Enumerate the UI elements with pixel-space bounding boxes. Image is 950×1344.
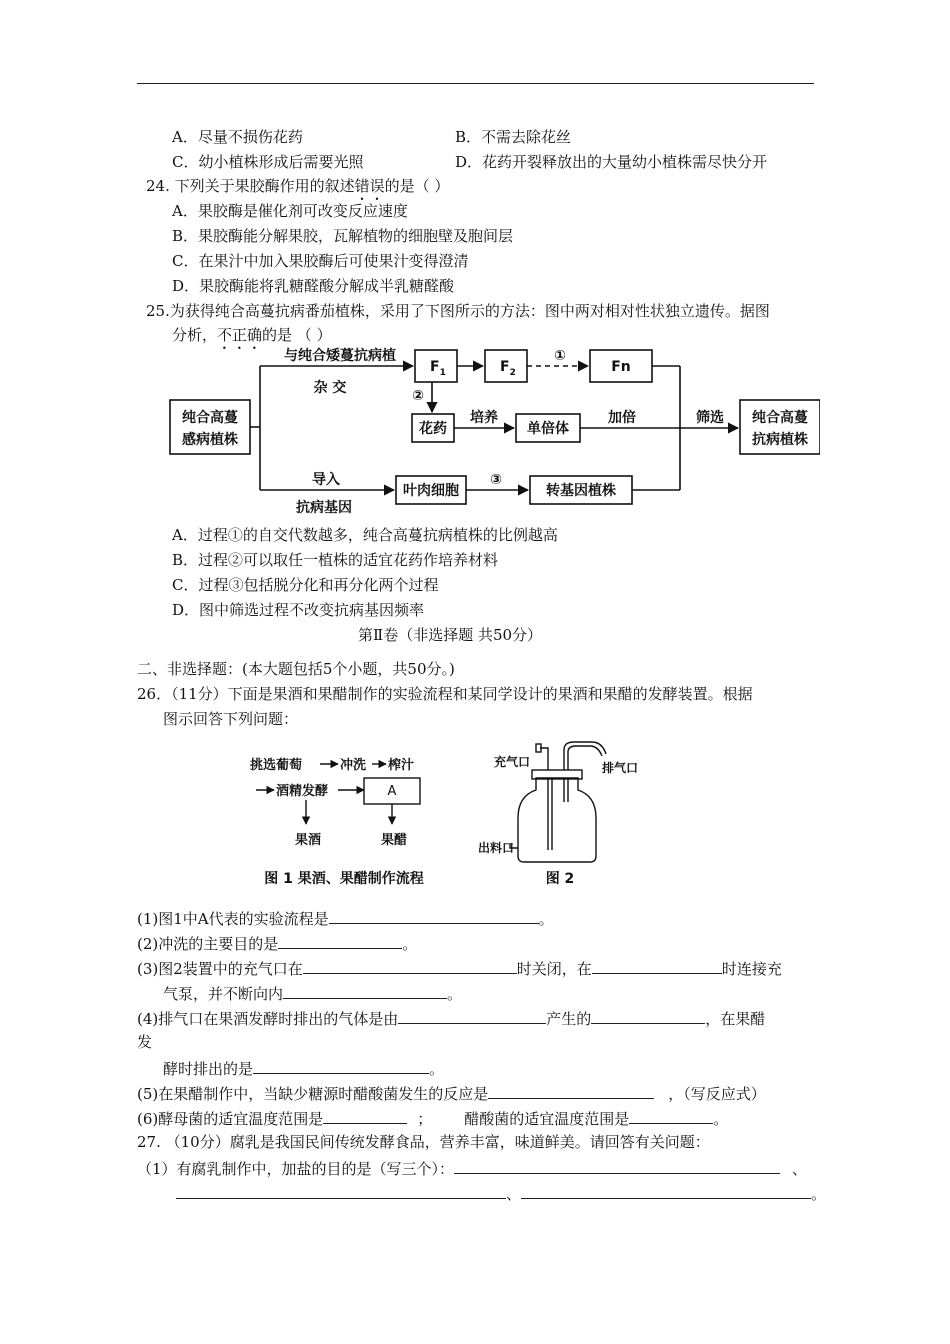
fig1-flowchart [250, 748, 450, 890]
q27-q1-cont: 、 。 [176, 1182, 826, 1204]
q24-stem: 24. 下列关于果胶酶作用的叙述错误的是（ ） [146, 177, 450, 195]
anther-label: 花药 [419, 421, 447, 437]
q27-q1-blank-3[interactable] [521, 1182, 811, 1199]
fig2-fermenter [478, 740, 668, 890]
q24-option-c: C．在果汁中加入果胶酶后可使果汁变得澄清 [172, 252, 469, 270]
q26-q3-cont: 气泵，并不断向内 。 [163, 982, 462, 1004]
fig2-outlet-label: 排气口 [602, 761, 639, 775]
q27-q1: （1）有腐乳制作中，加盐的目的是（写三个）： 、 [137, 1157, 807, 1179]
mesophyll-label: 叶肉细胞 [403, 483, 459, 499]
screen-label: 筛选 [696, 410, 724, 426]
fig2-inlet-label: 充气口 [494, 755, 531, 769]
culture-label: 培养 [470, 410, 498, 426]
cross-label: 与纯合矮蔓抗病植 [284, 348, 396, 364]
fig2-caption: 图 2 [545, 871, 575, 887]
q26-q4-blank-2[interactable] [591, 1007, 705, 1024]
q26-q2-blank[interactable] [278, 932, 402, 949]
import-label: 导入 [312, 472, 340, 488]
haploid-label: 单倍体 [527, 421, 569, 437]
q26-q4-blank-3[interactable] [253, 1057, 429, 1074]
q23-option-b: B．不需去除花丝 [455, 128, 572, 146]
q27-q1-blank-2[interactable] [176, 1182, 506, 1199]
fig2-discharge-label: 出料口 [478, 841, 515, 855]
fn-label: Fn [611, 359, 631, 375]
q23-option-d: D．花药开裂释放出的大量幼小植株需尽快分开 [455, 153, 768, 171]
q24-option-d: D．果胶酶能将乳糖醛酸分解成半乳糖醛酸 [172, 277, 455, 295]
q26-stem-line2: 图示回答下列问题： [163, 710, 299, 728]
q26-q4: (4)排气口在果酒发酵时排出的气体是由 产生的 ，在果醋 [137, 1007, 765, 1029]
fig1-box-a-label: A [387, 784, 397, 799]
fig1-alcohol-ferment: 酒精发酵 [276, 784, 329, 799]
q26-q3-blank-1[interactable] [303, 957, 517, 974]
q26-q1: (1)图1中A代表的实验流程是 。 [137, 907, 554, 929]
import-sub-label: 抗病基因 [296, 500, 352, 516]
transgenic-label: 转基因植株 [546, 483, 616, 499]
f1-label: $F_1$ [430, 359, 446, 378]
fig1-juice: 榨汁 [388, 758, 415, 773]
q25-stem-line1: 25.为获得纯合高蔓抗病番茄植株，采用了下图所示的方法：图中两对相对性状独立遗传。据图 [146, 302, 770, 320]
q26-q4-cont: 酵时排出的是 。 [163, 1057, 444, 1079]
start-label-2: 感病植株 [182, 432, 238, 448]
double-label: 加倍 [608, 410, 636, 426]
q26-q6-blank-1[interactable] [323, 1107, 407, 1124]
q26-q6: (6)酵母菌的适宜温度范围是 ； 醋酸菌的适宜温度范围是 。 [137, 1107, 728, 1129]
header-rule [137, 83, 814, 84]
section2-heading: 二、非选择题：(本大题包括5个小题，共50分。) [137, 660, 455, 678]
end-label-1: 纯合高蔓 [752, 410, 808, 426]
q25-option-a: A．过程①的自交代数越多，纯合高蔓抗病植株的比例越高 [172, 526, 558, 544]
fig1-caption: 图 1 果酒、果醋制作流程 [264, 871, 424, 887]
q24-option-a: A．果胶酶是催化剂可改变反应速度 [172, 202, 408, 220]
q26-q5-blank[interactable] [488, 1082, 654, 1099]
step3-label: ③ [490, 472, 502, 488]
q26-q4-blank-1[interactable] [398, 1007, 546, 1024]
start-label-1: 纯合高蔓 [182, 410, 238, 426]
fig1-vinegar: 果醋 [380, 833, 408, 848]
fig1-select-grapes: 挑选葡萄 [250, 758, 303, 773]
q26-q6-blank-2[interactable] [629, 1107, 713, 1124]
q26-q3-blank-2[interactable] [592, 957, 722, 974]
q26-q4-wrap: 发 [137, 1033, 153, 1051]
end-label-2: 抗病植株 [752, 432, 808, 448]
q26-q3-blank-3[interactable] [283, 982, 447, 999]
fig1-wine: 果酒 [294, 833, 322, 848]
q26-stem-line1: 26．（11分）下面是果酒和果醋制作的实验流程和某同学设计的果酒和果醋的发酵装置。根据 [137, 685, 753, 703]
part2-title: 第Ⅱ卷（非选择题 共50分） [358, 626, 543, 644]
q25-option-c: C．过程③包括脱分化和再分化两个过程 [172, 576, 439, 594]
step2-label: ② [412, 388, 424, 404]
q26-q5: (5)在果醋制作中，当缺少糖源时醋酸菌发生的反应是 ，（写反应式） [137, 1082, 766, 1104]
q27-q1-blank-1[interactable] [454, 1157, 780, 1174]
q26-q1-blank[interactable] [329, 907, 539, 924]
f2-label: $F_2$ [500, 359, 516, 378]
q24-option-b: B．果胶酶能分解果胶，瓦解植物的细胞壁及胞间层 [172, 227, 514, 245]
step1-label: ① [554, 348, 566, 364]
breeding-diagram [160, 340, 820, 520]
q26-q3: (3)图2装置中的充气口在 时关闭，在 时连接充 [137, 957, 782, 979]
q23-option-c: C．幼小植株形成后需要光照 [172, 153, 364, 171]
q25-stem-line2: 分析，不正确的是 （ ） [172, 326, 332, 344]
q25-option-b: B．过程②可以取任一植株的适宜花药作培养材料 [172, 551, 499, 569]
cross-sub-label: 杂 交 [313, 380, 347, 396]
q27-stem: 27. （10分）腐乳是我国民间传统发酵食品，营养丰富，味道鲜美。请回答有关问题： [137, 1133, 710, 1151]
q26-q2: (2)冲洗的主要目的是 。 [137, 932, 417, 954]
q25-option-d: D．图中筛选过程不改变抗病基因频率 [172, 601, 425, 619]
fig1-wash: 冲洗 [340, 758, 367, 773]
q23-option-a: A．尽量不损伤花药 [172, 128, 303, 146]
